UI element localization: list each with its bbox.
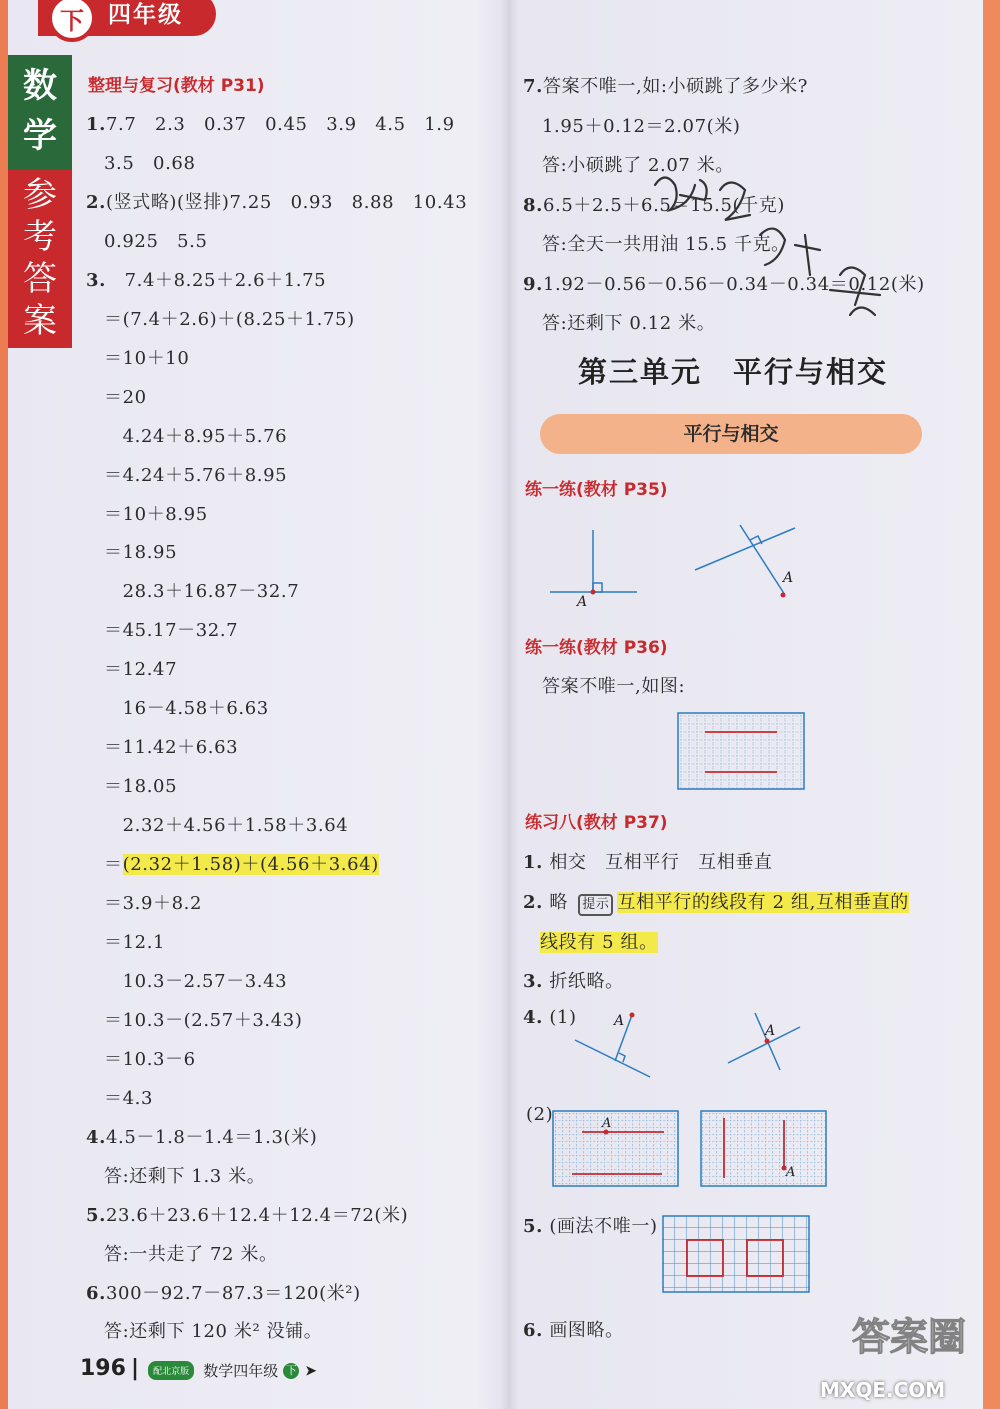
- p37-q5: [523, 1212, 658, 1238]
- answer-text: ＝12.1: [104, 931, 166, 953]
- point-label-a: A: [602, 1116, 612, 1131]
- question-number: 4.: [86, 1126, 106, 1148]
- answer-text: 答案不唯一,如:小硕跳了多少米?: [543, 76, 809, 97]
- perpendicular-figures-p35: [545, 520, 805, 612]
- answer-line: [104, 577, 299, 603]
- answer-text: ＝: [104, 854, 123, 876]
- tip-badge: 提示: [578, 894, 613, 916]
- highlighted-text: (2.32＋1.58)＋(4.56＋3.64): [122, 854, 379, 876]
- question-number: 5.: [523, 1216, 543, 1237]
- answer-text: 6.5＋2.5＋6.5＝15.5(千克): [543, 194, 786, 216]
- answer-text: 4.24＋8.95＋5.76: [104, 425, 288, 447]
- answer-text: ＝(7.4＋2.6)＋(8.25＋1.75): [104, 308, 355, 330]
- square-grid-q5: [662, 1215, 812, 1295]
- answer-line: [104, 850, 379, 876]
- answer-text: ＝18.95: [104, 542, 178, 564]
- svg-text:答案圈: 答案圈: [852, 1315, 967, 1359]
- question-number: 2.: [523, 892, 543, 913]
- answer-line: [104, 733, 238, 759]
- section-heading-p31: 整理与复习(教材 P31): [88, 76, 265, 96]
- section-title-pill: 平行与相交: [540, 414, 922, 454]
- tab-char: 考: [23, 217, 57, 257]
- answer-text: (竖式略)(竖排)7.25 0.93 8.88 10.43: [106, 191, 468, 213]
- answer-line: [523, 72, 808, 98]
- answer-text: 相交 互相平行 互相垂直: [549, 852, 773, 873]
- answer-line: [104, 422, 287, 448]
- tab-char: 答: [23, 259, 57, 299]
- answer-text: 略: [549, 892, 568, 913]
- answers-tab: [8, 170, 72, 348]
- answer-text: ＝10＋8.95: [104, 503, 208, 525]
- publisher-logo: 配北京版: [148, 1361, 194, 1380]
- answer-line: [104, 1084, 153, 1110]
- answer-line: [104, 967, 287, 993]
- question-number: 6.: [523, 1320, 543, 1341]
- section-heading-p36: 练一练(教材 P36): [525, 638, 668, 658]
- answer-line: [104, 811, 348, 837]
- unit-title: 第三单元 平行与相交: [578, 355, 889, 389]
- answer-text: ＝18.05: [104, 776, 178, 798]
- dot-grids-q4-2: [552, 1110, 832, 1188]
- answer-text: 答:小硕跳了 2.07 米。: [542, 155, 734, 176]
- answer-text: 300－92.7－87.3＝120(米²): [106, 1282, 361, 1304]
- tab-char: 数: [23, 66, 57, 106]
- point-label-a: A: [765, 1023, 776, 1039]
- question-number: 1.: [86, 114, 106, 135]
- answer-text: 答:全天一共用油 15.5 千克。: [542, 234, 790, 255]
- page-divider: |: [131, 1356, 140, 1381]
- answer-text: 答:还剩下 120 米² 没铺。: [104, 1321, 323, 1343]
- section-heading-p35: 练一练(教材 P35): [525, 480, 668, 500]
- p37-q4-sub2: (2): [526, 1104, 554, 1125]
- answer-line: [104, 1240, 278, 1266]
- left-edge-bar: [0, 0, 8, 1409]
- question-number: 3.: [86, 269, 106, 291]
- answer-text: ＝10＋10: [104, 347, 190, 369]
- answer-line: [104, 1162, 265, 1188]
- answer-text: 1.95＋0.12＝2.07(米): [542, 115, 741, 137]
- answer-line: [104, 305, 355, 331]
- answer-text: ＝4.24＋5.76＋8.95: [104, 464, 288, 486]
- answer-text: 答:还剩下 0.12 米。: [542, 313, 716, 334]
- book-spine-shadow: [500, 0, 518, 1409]
- answer-text: 23.6＋23.6＋12.4＋12.4＝72(米): [106, 1204, 409, 1226]
- answer-text: ＝20: [104, 386, 147, 408]
- right-edge-bar: [983, 0, 1000, 1409]
- p36-answer-text: 答案不唯一,如图:: [542, 676, 686, 697]
- answer-line: [104, 227, 208, 253]
- answer-text: ＝45.17－32.7: [104, 620, 239, 642]
- answer-text: ＝11.42＋6.63: [104, 737, 239, 759]
- question-number: 2.: [86, 191, 106, 213]
- volume-mark: 下: [283, 1363, 299, 1379]
- answer-line: [542, 112, 740, 138]
- answer-line: [104, 694, 269, 720]
- tab-char: 参: [23, 175, 57, 215]
- answers-label: [8, 174, 72, 342]
- answer-text: ＝10.3－(2.57＋3.43): [104, 1009, 303, 1031]
- answer-text: ＝10.3－6: [104, 1048, 196, 1070]
- answer-circle-watermark-logo: [850, 1300, 980, 1372]
- answer-line: [104, 383, 147, 409]
- question-number: 4.: [523, 1007, 543, 1028]
- highlighted-tip-text: 线段有 5 组。: [540, 932, 658, 953]
- answer-line: [104, 616, 238, 642]
- question-number: 5.: [86, 1204, 106, 1226]
- answer-text: 28.3＋16.87－32.7: [104, 581, 300, 603]
- answer-line: [86, 188, 467, 214]
- answer-line: [104, 500, 208, 526]
- question-number: 8.: [523, 194, 543, 216]
- answer-line: [86, 110, 455, 136]
- answer-line: [104, 772, 177, 798]
- section-heading-p37: 练习八(教材 P37): [525, 813, 668, 833]
- answer-text: 7.4＋8.25＋2.6＋1.75: [106, 269, 327, 291]
- page-number: 196: [80, 1356, 126, 1381]
- answer-text: ＝12.47: [104, 659, 178, 681]
- answer-line: [104, 1317, 322, 1343]
- answer-line: [86, 1123, 317, 1149]
- answer-text: 答:还剩下 1.3 米。: [104, 1165, 266, 1187]
- grade-label: 四年级: [108, 2, 183, 28]
- answer-line: [104, 928, 165, 954]
- point-label-a: A: [783, 570, 794, 586]
- answer-line: [104, 889, 202, 915]
- p37-q4: [523, 1007, 577, 1028]
- answer-line: [104, 1045, 196, 1071]
- tab-char: 案: [23, 301, 57, 341]
- answer-line: [86, 266, 326, 292]
- perpendicular-figures-q4: [570, 1005, 810, 1085]
- volume-circle: 下: [48, 0, 96, 42]
- answer-line: [104, 538, 177, 564]
- p37-q3: [523, 967, 624, 993]
- sub-question: (1): [549, 1007, 577, 1028]
- answer-line: [86, 1279, 361, 1305]
- p37-q2: [523, 888, 909, 916]
- tab-char: 学: [23, 116, 57, 156]
- question-number: 3.: [523, 971, 543, 992]
- p37-q6: [523, 1316, 624, 1342]
- question-number: 7.: [523, 76, 543, 97]
- p37-q2-cont: [540, 928, 658, 954]
- answer-line: [104, 344, 189, 370]
- highlighted-tip-text: 互相平行的线段有 2 组,互相垂直的: [617, 892, 909, 913]
- answer-text: 7.7 2.3 0.37 0.45 3.9 4.5 1.9: [106, 114, 455, 135]
- watermark-url: MXQE.COM: [820, 1378, 946, 1402]
- answer-text: 1.92－0.56－0.56－0.34－0.34＝0.12(米): [543, 273, 925, 295]
- answer-text: 答:一共走了 72 米。: [104, 1243, 278, 1265]
- question-number: 9.: [523, 273, 543, 295]
- answer-text: 画图略。: [549, 1320, 624, 1341]
- answer-line: [86, 1201, 408, 1227]
- p37-q1: [523, 848, 773, 874]
- answer-text: 10.3－2.57－3.43: [104, 970, 288, 992]
- answer-text: 2.32＋4.56＋1.58＋3.64: [104, 815, 349, 837]
- answer-text: 0.925 5.5: [104, 230, 208, 252]
- answer-text: 3.5 0.68: [104, 152, 196, 174]
- point-label-a: A: [614, 1013, 625, 1029]
- point-label-a: A: [577, 594, 588, 610]
- dot-grid-parallel-p36: [677, 712, 805, 790]
- answer-line: [104, 655, 177, 681]
- subject-label: [8, 61, 72, 161]
- answer-line: [104, 1006, 302, 1032]
- answer-text: 16－4.58＋6.63: [104, 698, 269, 720]
- question-number: 6.: [86, 1282, 106, 1304]
- answer-text: 折纸略。: [549, 971, 624, 992]
- answer-line: [104, 149, 196, 175]
- handwritten-scribble: [650, 165, 900, 335]
- answer-text: ＝4.3: [104, 1087, 154, 1109]
- answer-line: [104, 461, 287, 487]
- answer-text: 4.5－1.8－1.4＝1.3(米): [106, 1126, 318, 1148]
- question-number: 1.: [523, 852, 543, 873]
- answer-text: ＝3.9＋8.2: [104, 893, 203, 914]
- answer-text: (画法不唯一): [549, 1216, 658, 1237]
- point-label-a: A: [786, 1165, 796, 1180]
- book-title: 数学四年级: [203, 1362, 279, 1380]
- subject-tab: [8, 55, 72, 170]
- page-footer: [80, 1356, 317, 1381]
- arrow-icon: ➤: [304, 1361, 318, 1380]
